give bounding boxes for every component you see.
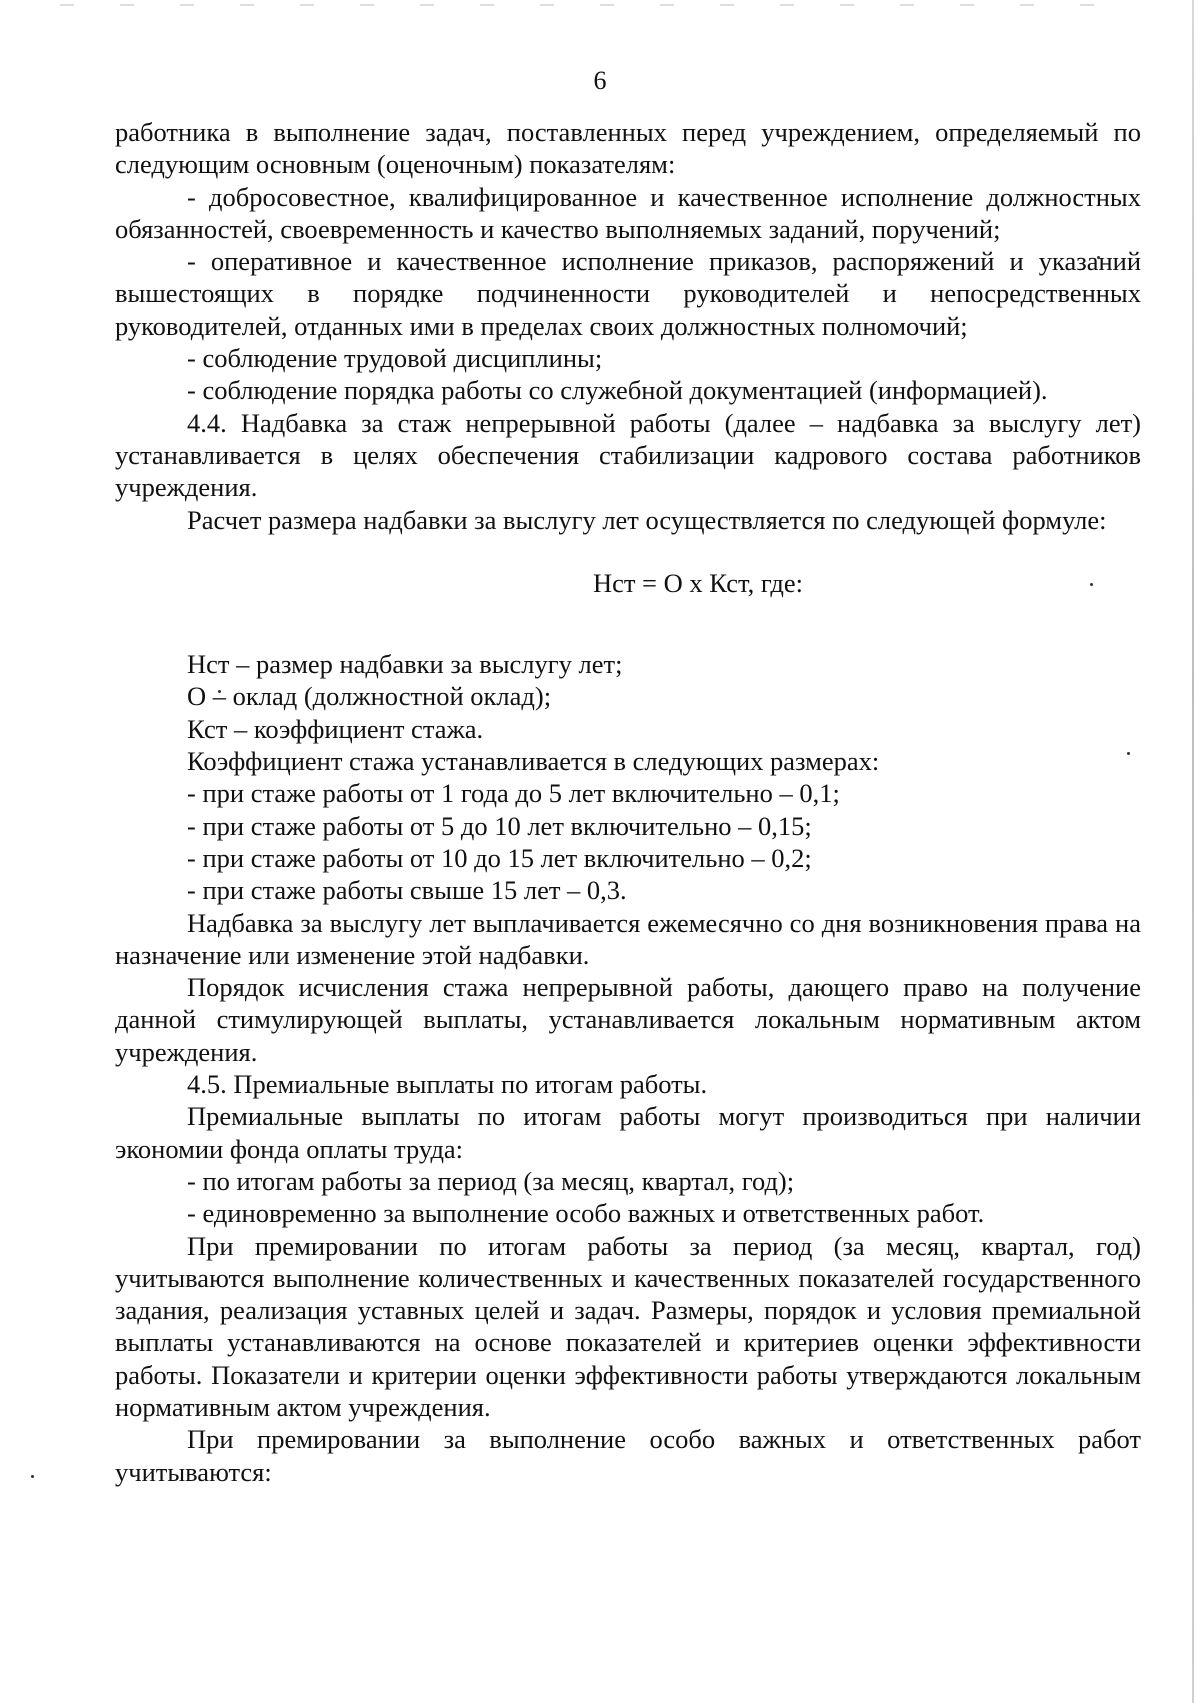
scan-artifact-right xyxy=(1192,0,1194,1703)
list-item: - соблюдение порядка работы со служебной документацией (информацией). xyxy=(187,375,1048,406)
paragraph: Порядок исчисления стажа непрерывной работы, дающего право на получение данной стимулирующей выплаты, устанавливается локальным нормативным актом учреждения. xyxy=(115,972,1141,1067)
formula: Нст = О x Кст, где: xyxy=(592,567,804,598)
paragraph: Премиальные выплаты по итогам работы могут производиться при наличии экономии фонда оплаты труда: xyxy=(115,1101,1141,1164)
list-item: - по итогам работы за период (за месяц, квартал, год); xyxy=(187,1165,795,1196)
paragraph: Надбавка за выслугу лет выплачивается ежемесячно со дня возникновения права на назначение или изменение этой надбавки. xyxy=(115,907,1141,970)
paragraph: работника в выполнение задач, поставленных перед учреждением, определяемый по следующим основным (оценочным) показателям: xyxy=(115,117,1141,180)
formula-definition: Кст – коэффициент стажа. xyxy=(187,713,484,744)
paragraph: При премировании за выполнение особо важных и ответственных работ учитываются: xyxy=(115,1424,1141,1487)
list-item: - при стаже работы от 10 до 15 лет включительно – 0,2; xyxy=(187,842,812,873)
formula-definition: Нст – размер надбавки за выслугу лет; xyxy=(187,649,623,680)
scan-artifact-top xyxy=(60,4,1140,6)
scan-speck xyxy=(31,1475,34,1478)
list-item: - единовременно за выполнение особо важных и ответственных работ. xyxy=(187,1198,985,1229)
document-body xyxy=(115,116,1141,1488)
list-item: - соблюдение трудовой дисциплины; xyxy=(187,343,603,374)
paragraph: Расчет размера надбавки за выслугу лет осуществляется по следующей формуле: xyxy=(187,504,1107,535)
list-item: - при стаже работы свыше 15 лет – 0,3. xyxy=(187,875,627,906)
page-number: 6 xyxy=(593,66,607,95)
list-item: - при стаже работы от 1 года до 5 лет включительно – 0,1; xyxy=(187,778,840,809)
section-heading-4-5: 4.5. Премиальные выплаты по итогам работы. xyxy=(187,1069,708,1100)
list-item: - при стаже работы от 5 до 10 лет включительно – 0,15; xyxy=(187,810,812,841)
paragraph: Коэффициент стажа устанавливается в следующих размерах: xyxy=(187,746,880,777)
paragraph: При премировании по итогам работы за период (за месяц, квартал, год) учитываются выполнение количественных и качественных показателей государственного задания, реализация уставных целей и задач. Размеры, порядок и условия премиальной выплаты устанавливаются на основе показателей и критериев оценки эффективности работы. Показатели и критерии оценки эффективности работы утверждаются локальным нормативным актом учреждения. xyxy=(115,1230,1141,1422)
section-paragraph-4-4: 4.4. Надбавка за стаж непрерывной работы (далее – надбавка за выслугу лет) устанавливается в целях обеспечения стабилизации кадрового состава работников учреждения. xyxy=(115,407,1141,503)
formula-definition: О – оклад (должностной оклад); xyxy=(187,681,552,712)
list-item: - оперативное и качественное исполнение приказов, распоряжений и указаний вышестоящих в порядке подчиненности руководителей и непосредственных руководителей, отданных ими в пределах своих должностных полномочий; xyxy=(115,246,1141,341)
list-item: - добросовестное, квалифицированное и качественное исполнение должностных обязанностей, своевременность и качество выполняемых заданий, поручений; xyxy=(115,181,1141,244)
